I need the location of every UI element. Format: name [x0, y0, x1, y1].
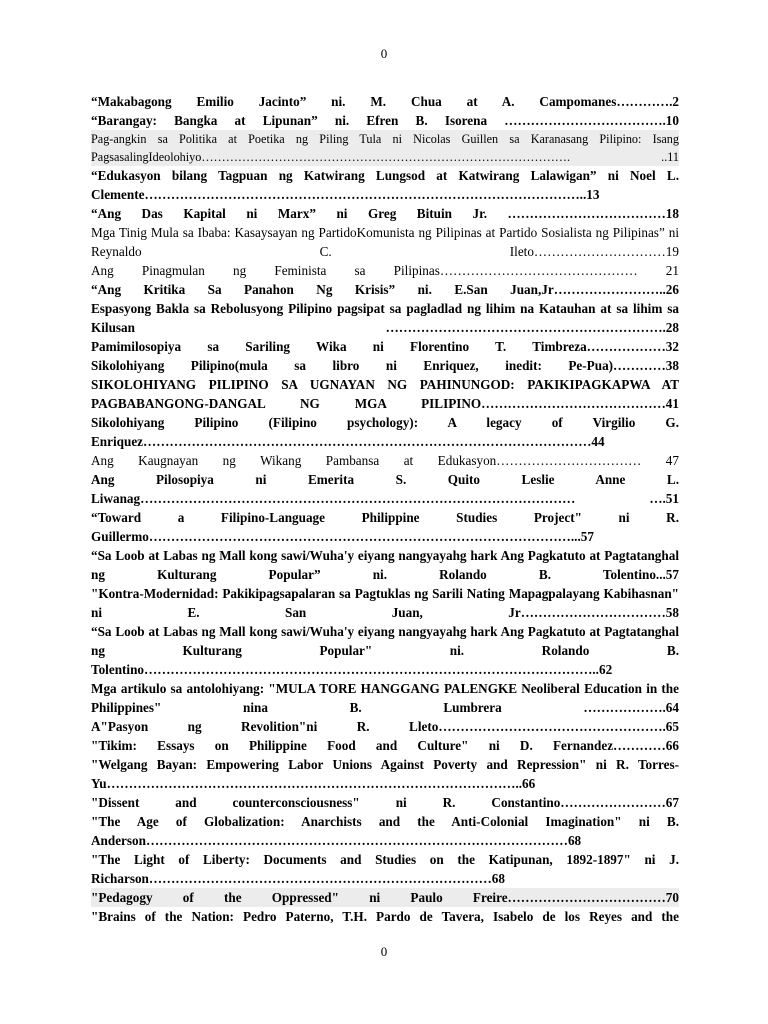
toc-entry: Mga artikulo sa antolohiyang: "MULA TORE HANGGANG PALENGKE Neoliberal Education in the Philippines" nina B. Lumbrera ……………….64	[91, 681, 679, 715]
toc-entry: “Sa Loob at Labas ng Mall kong sawi/Wuha'y eiyang nangyayahg hark Ang Pagkatuto at Pagtatanghal ng Kulturang Popular” ni. Rolando B. Tolentino...57	[91, 548, 679, 582]
toc-entry: SIKOLOHIYANG PILIPINO SA UGNAYAN NG PAHINUNGOD: PAKIKIPAGKAPWA AT PAGBABANGONG-DANGAL NG MGA PILIPINO……………………………………41	[91, 377, 679, 411]
toc-entry: "Tikim: Essays on Philippine Food and Culture" ni D. Fernandez…………66	[91, 738, 679, 753]
toc-entry: Pamimilosopiya sa Sariling Wika ni Florentino T. Timbreza………………32	[91, 339, 679, 354]
toc-entry: Ang Pilosopiya ni Emerita S. Quito Leslie Anne L. Liwanag……………………………………………………………………………………… ….51	[91, 472, 679, 506]
toc-entry: “Toward a Filipino-Language Philippine Studies Project" ni R. Guillermo……………………………………………………………………………………...57	[91, 510, 679, 544]
page-number-bottom: 0	[380, 944, 388, 959]
toc-entry: A"Pasyon ng Revolition"ni R. Lleto…………………………………………….65	[91, 719, 679, 734]
toc-entry: "Dissent and counterconsciousness" ni R. Constantino……………………67	[91, 795, 679, 810]
toc-entry: “Ang Kritika Sa Panahon Ng Krisis” ni. E.San Juan,Jr……………………..26	[91, 282, 679, 297]
toc-entry: "The Age of Globalization: Anarchists and the Anti-Colonial Imagination" ni B. Anderson……………………………………………………………………………………68	[91, 814, 679, 848]
toc-entry: Sikolohiyang Pilipino (Filipino psychology): A legacy of Virgilio G. Enriquez…………………………………………………………………………………………44	[91, 415, 679, 449]
toc-entry: Pag-angkin sa Politika at Poetika ng Piling Tula ni Nicolas Guillen sa Karanasang Pilipino: Isang PagsasalingIdeolohiyo………………………………………………………………………………. ..11	[91, 132, 679, 164]
toc-entry: Mga Tinig Mula sa Ibaba: Kasaysayan ng PartidoKomunista ng Pilipinas at Partido Sosialista ng Pilipinas” ni Reynaldo C. Ileto…………………………19	[91, 225, 679, 259]
page-number-top: 0	[380, 46, 388, 61]
toc-entry: Ang Kaugnayan ng Wikang Pambansa at Edukasyon…………………………… 47	[91, 453, 679, 468]
toc-entry: "Brains of the Nation: Pedro Paterno, T.H. Pardo de Tavera, Isabelo de los Reyes and the	[91, 909, 679, 924]
table-of-contents	[91, 92, 679, 926]
toc-entry: Sikolohiyang Pilipino(mula sa libro ni Enriquez, inedit: Pe-Pua)…………38	[91, 358, 679, 373]
toc-entry: “Edukasyon bilang Tagpuan ng Katwirang Lungsod at Katwirang Lalawigan” ni Noel L. Clemente………………………………………………………………………………………..13	[91, 168, 679, 202]
toc-entry: "Pedagogy of the Oppressed" ni Paulo Freire………………………………70	[91, 890, 679, 905]
toc-entry: Espasyong Bakla sa Rebolusyong Pilipino pagsipat sa pagladlad ng lihim na Katauhan at sa lihim sa Kilusan ……………………………………………………….28	[91, 301, 679, 335]
toc-entry: Ang Pinagmulan ng Feminista sa Pilipinas……………………………………… 21	[91, 263, 679, 278]
toc-entry: "Welgang Bayan: Empowering Labor Unions Against Poverty and Repression" ni R. Torres-Yu…………………………………………………………………………………..66	[91, 757, 679, 791]
toc-entry: “Barangay: Bangka at Lipunan” ni. Efren B. Isorena ……………………………….10	[91, 113, 679, 128]
toc-entry: “Sa Loob at Labas ng Mall kong sawi/Wuha'y eiyang nangyayahg hark Ang Pagkatuto at Pagtatanghal ng Kulturang Popular" ni. Rolando B. Tolentino…………………………………………………………………………………………..62	[91, 624, 679, 677]
toc-entry: “Makabagong Emilio Jacinto” ni. M. Chua at A. Campomanes………….2	[91, 94, 679, 109]
toc-entry: "The Light of Liberty: Documents and Studies on the Katipunan, 1892-1897" ni J. Richarson……………………………………………………………………68	[91, 852, 679, 886]
toc-entry: “Ang Das Kapital ni Marx” ni Greg Bituin Jr. ………………………………18	[91, 206, 679, 221]
toc-entry: "Kontra-Modernidad: Pakikipagsapalaran sa Pagtuklas ng Sarili Nating Mapagpalayang Kabihasnan" ni E. San Juan, Jr……………………………58	[91, 586, 679, 620]
